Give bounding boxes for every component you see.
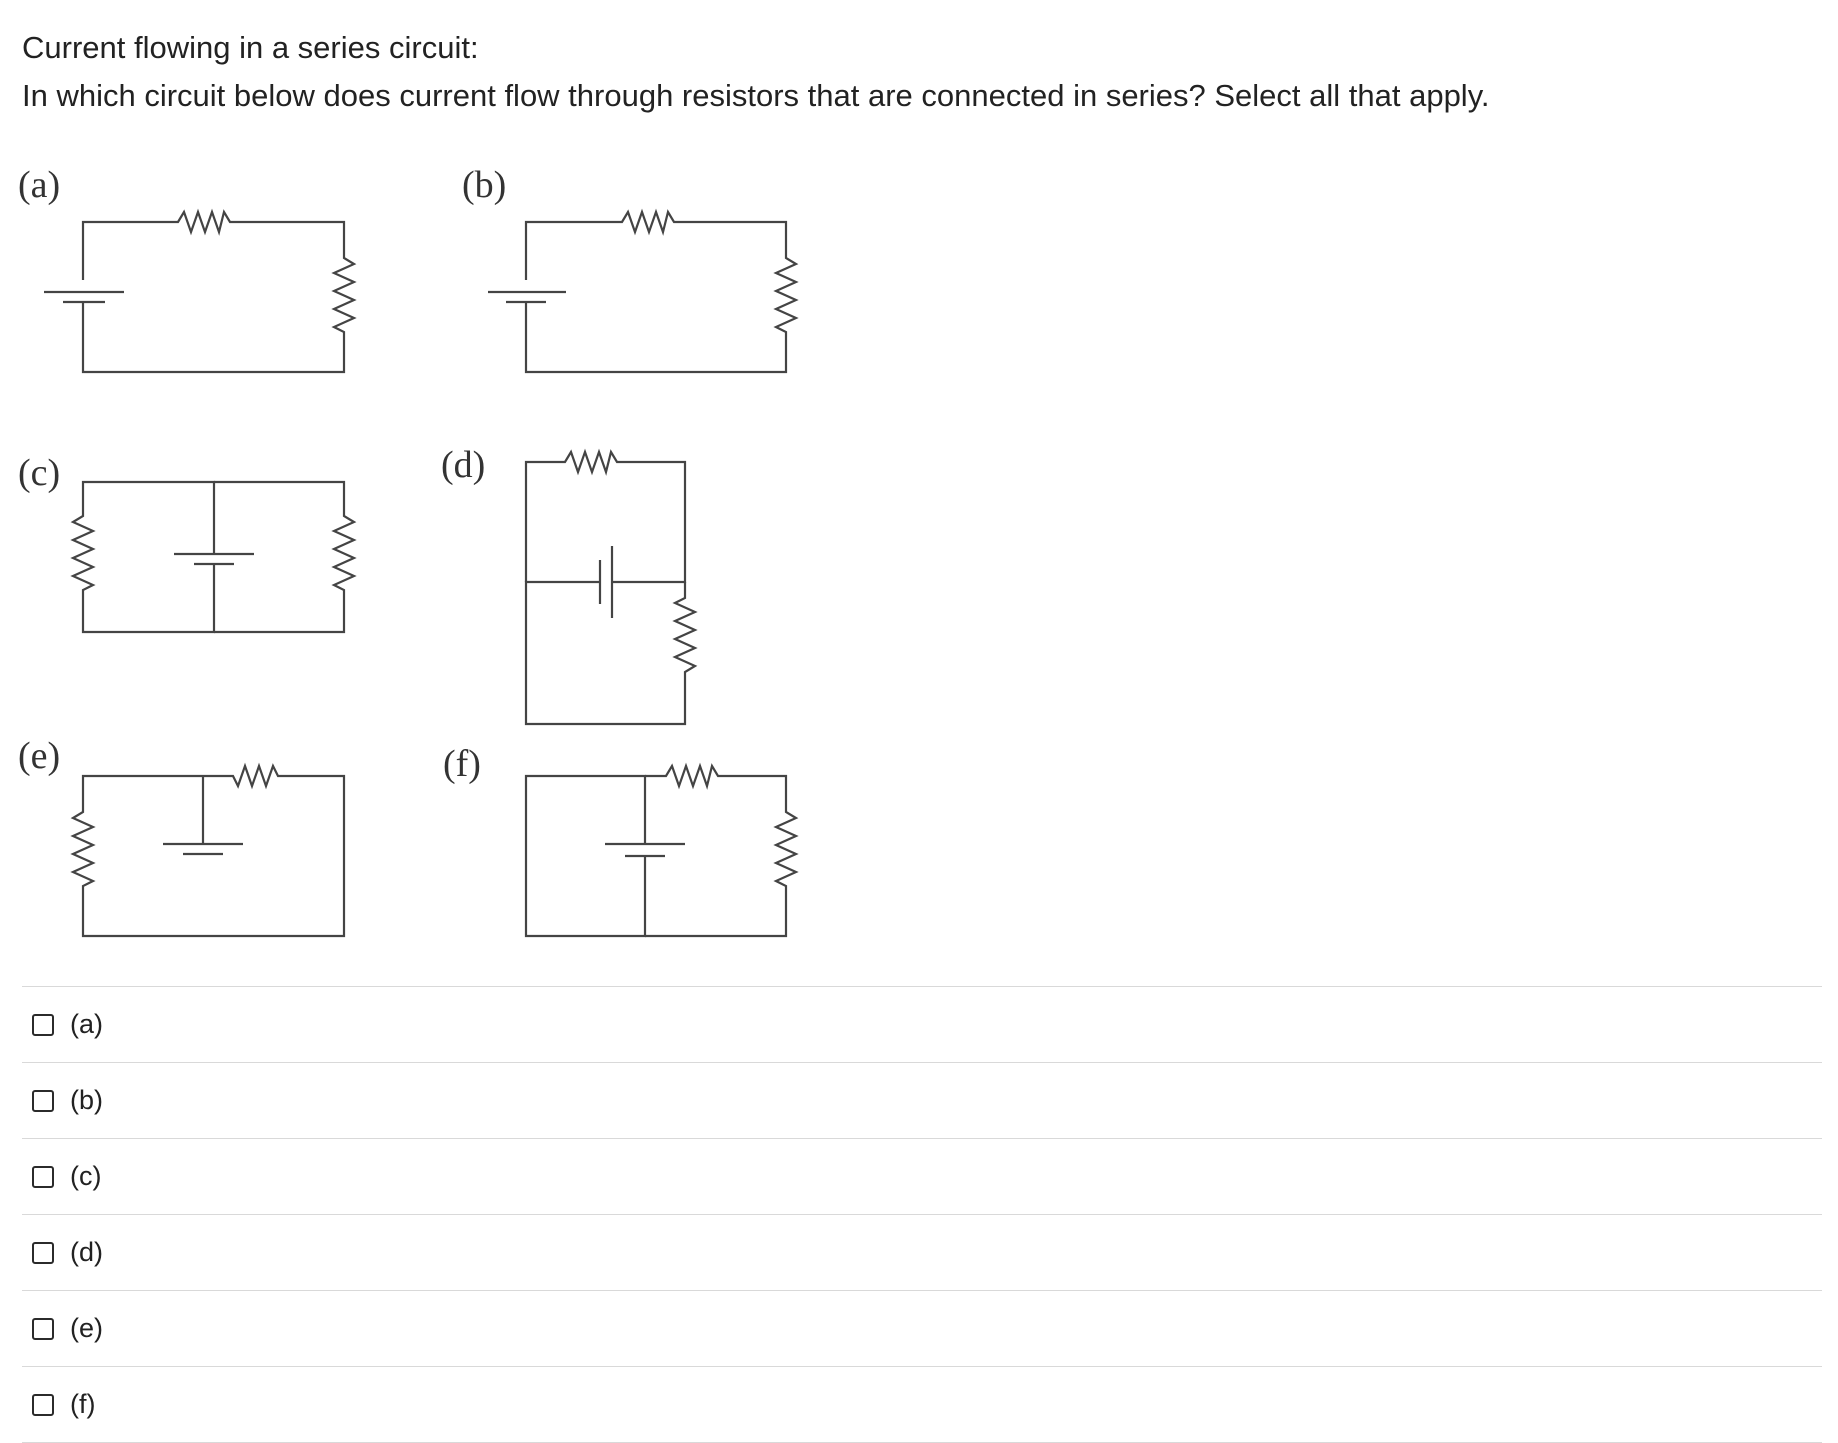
circuit-c [18,452,354,632]
option-d-label: (d) [70,1237,103,1267]
circuit-a [18,164,354,372]
circuit-e [18,735,344,936]
option-a[interactable] [22,987,1822,1063]
option-e[interactable] [22,1291,1822,1367]
circuit-b [462,164,796,372]
circuit-f-label: (f) [443,743,481,785]
option-e-label: (e) [70,1313,103,1343]
checkbox-b[interactable] [32,1090,54,1112]
circuit-d [441,444,695,724]
question-title: Current flowing in a series circuit: [22,30,479,65]
circuit-e-label: (e) [18,735,61,777]
checkbox-e[interactable] [32,1318,54,1340]
circuit-a-label: (a) [18,164,61,206]
checkbox-a[interactable] [32,1014,54,1036]
checkbox-d[interactable] [32,1242,54,1264]
option-d[interactable] [22,1215,1822,1291]
circuit-f [443,743,796,936]
option-f[interactable] [22,1367,1822,1443]
circuit-b-label: (b) [462,164,507,206]
option-b-label: (b) [70,1085,103,1115]
circuit-c-label: (c) [18,452,61,494]
option-c[interactable] [22,1139,1822,1215]
option-c-label: (c) [70,1161,102,1191]
checkbox-c[interactable] [32,1166,54,1188]
option-a-label: (a) [70,1009,103,1039]
answer-options [22,986,1822,1443]
checkbox-f[interactable] [32,1394,54,1416]
circuit-d-label: (d) [441,444,486,486]
option-f-label: (f) [70,1389,96,1419]
question-prompt: In which circuit below does current flow through resistors that are connected in series? Select all that apply. [22,78,1490,113]
option-b[interactable] [22,1063,1822,1139]
